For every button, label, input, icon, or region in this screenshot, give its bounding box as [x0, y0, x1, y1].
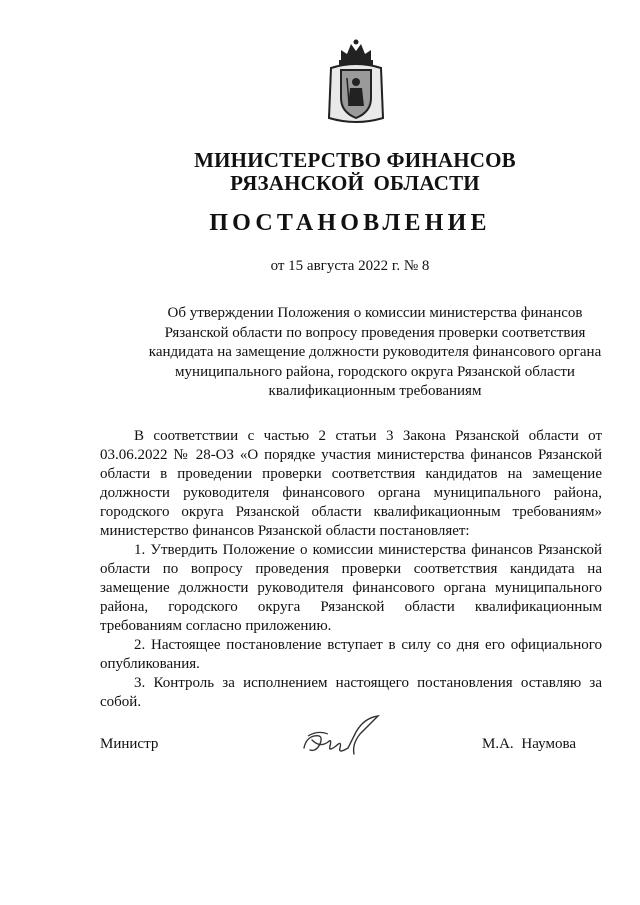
- document-type-title: ПОСТАНОВЛЕНИЕ: [209, 210, 491, 236]
- ministry-name-line2: РЯЗАНСКОЙ ОБЛАСТИ: [230, 171, 480, 195]
- subject-line: кандидата на замещение должности руководителя финансового органа: [148, 344, 602, 360]
- ministry-name-line1: МИНИСТЕРСТВО ФИНАНСОВ: [194, 148, 516, 172]
- signer-position: Министр: [100, 736, 159, 752]
- handwritten-signature-icon: [298, 712, 384, 762]
- resolution-item: 2. Настоящее постановление вступает в силу со дня его официального опубликования.: [100, 637, 602, 672]
- document-date-number: от 15 августа 2022 г. № 8: [270, 258, 430, 274]
- subject-line: муниципального района, городского округа Рязанской области: [175, 363, 575, 380]
- ryazan-coat-of-arms-icon: [327, 38, 385, 126]
- signer-name: М.А. Наумова: [482, 736, 576, 752]
- subject-line: Об утверждении Положения о комиссии министерства финансов: [167, 305, 583, 321]
- subject-line: квалификационным требованиям: [268, 383, 482, 399]
- document-subject: [130, 304, 620, 402]
- resolution-item: 3. Контроль за исполнением настоящего постановления оставляю за собой.: [100, 675, 602, 710]
- document-body: [100, 427, 602, 712]
- resolution-item: 1. Утвердить Положение о комиссии министерства финансов Рязанской области по вопросу проведения проверки соответствия кандидата на замещение должности руководителя финансового органа муниципального района, городского округа Рязанской области квалификационным требованиям согласно приложению.: [100, 542, 602, 634]
- subject-line: Рязанской области по вопросу проведения проверки соответствия: [164, 324, 586, 341]
- preamble-paragraph: В соответствии с частью 2 статьи 3 Закона Рязанской области от 03.06.2022 № 28-ОЗ «О порядке участия министерства финансов Рязанской области в проведении проверки соответствия кандидатов на замещение должности руководителя финансового органа муниципального района, городского округа Рязанской области квалификационным требованиям» министерство финансов Рязанской области постановляет:: [100, 428, 602, 539]
